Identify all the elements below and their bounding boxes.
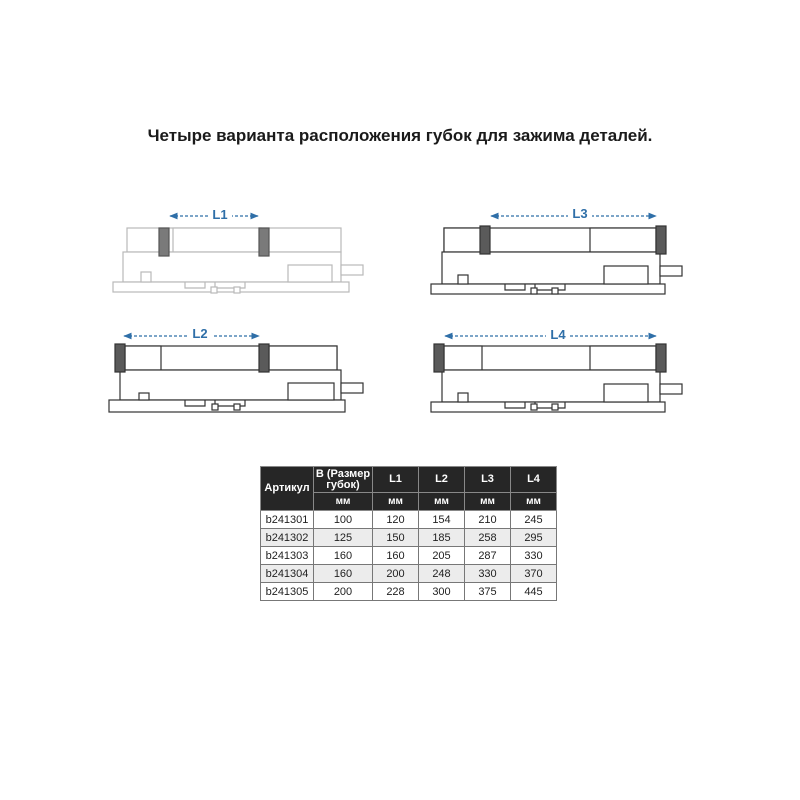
table-cell: 120 [373,511,419,529]
table-cell: 200 [314,583,373,601]
header-b: B (Размер губок) [314,467,373,493]
table-cell: b241302 [261,529,314,547]
dimension-l4 [445,326,656,342]
table-cell: 258 [465,529,511,547]
dimension-label-l4: L4 [550,327,566,342]
header-l3: L3 [465,467,511,493]
unit-cell: мм [419,493,465,511]
table-cell: b241301 [261,511,314,529]
table-cell: 445 [511,583,557,601]
table-cell: b241304 [261,565,314,583]
table-cell: 160 [314,547,373,565]
table-cell: 160 [314,565,373,583]
header-article: Артикул [261,467,314,511]
table-cell: 200 [373,565,419,583]
table-cell: 330 [465,565,511,583]
table-cell: 370 [511,565,557,583]
table-row [261,583,557,601]
table-row [261,547,557,565]
unit-cell: мм [373,493,419,511]
dimension-l2 [124,325,259,341]
table-cell: b241303 [261,547,314,565]
table-cell: b241305 [261,583,314,601]
dimension-l3 [491,205,656,221]
table-cell: 160 [373,547,419,565]
table-cell: 375 [465,583,511,601]
table-cell: 287 [465,547,511,565]
header-row [261,467,557,493]
table-cell: 228 [373,583,419,601]
vise-diagram-l2 [109,344,363,412]
dimension-label-l2: L2 [192,326,208,341]
table-cell: 185 [419,529,465,547]
dimension-label-l1: L1 [212,207,228,222]
specs-table [260,466,557,601]
page-title: Четыре варианта расположения губок для зажима деталей. [147,126,653,145]
table-cell: 210 [465,511,511,529]
vise-diagram-l4 [431,344,682,412]
table-row [261,529,557,547]
table-row [261,511,557,529]
table-row [261,565,557,583]
dimension-label-l3: L3 [572,206,588,221]
table-cell: 154 [419,511,465,529]
table-cell: 300 [419,583,465,601]
unit-cell: мм [314,493,373,511]
vise-diagram-l1 [113,228,363,293]
header-l4: L4 [511,467,557,493]
table-cell: 295 [511,529,557,547]
header-l1: L1 [373,467,419,493]
table-cell: 150 [373,529,419,547]
vise-diagram-l3 [431,226,682,294]
unit-cell: мм [465,493,511,511]
header-l2: L2 [419,467,465,493]
dimension-l1 [170,206,258,222]
unit-cell: мм [511,493,557,511]
table-cell: 100 [314,511,373,529]
table-cell: 205 [419,547,465,565]
table-cell: 245 [511,511,557,529]
table-cell: 248 [419,565,465,583]
table-cell: 125 [314,529,373,547]
table-cell: 330 [511,547,557,565]
